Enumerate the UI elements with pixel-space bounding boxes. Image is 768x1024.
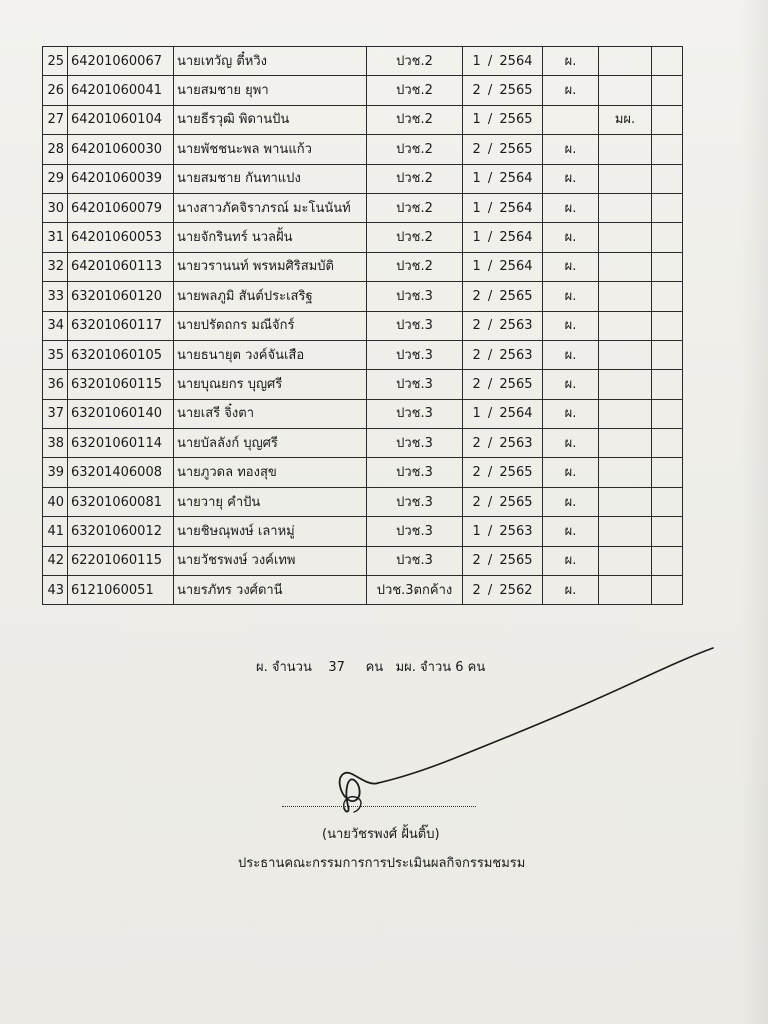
class-level-cell: ปวช.3 (367, 487, 463, 516)
class-level-cell: ปวช.3 (367, 370, 463, 399)
student-id-cell: 63201060012 (68, 517, 174, 546)
fail-mark-cell (599, 546, 652, 575)
student-name-cell: นายปรัตถกร มณีจักร์ (174, 311, 367, 340)
term-year-cell: 1 / 2564 (463, 164, 543, 193)
term-year-cell: 2 / 2563 (463, 429, 543, 458)
table-row (43, 47, 683, 76)
student-name-cell: นายธีรวุฒิ พิดานปัน (174, 105, 367, 134)
row-number-cell: 38 (43, 429, 68, 458)
row-number-cell: 26 (43, 76, 68, 105)
fail-mark-cell (599, 47, 652, 76)
term-year-cell: 1 / 2564 (463, 252, 543, 281)
student-id-cell: 63201060114 (68, 429, 174, 458)
table-row (43, 517, 683, 546)
term-year-cell: 1 / 2565 (463, 105, 543, 134)
empty-cell (652, 517, 683, 546)
fail-mark-cell (599, 399, 652, 428)
row-number-cell: 36 (43, 370, 68, 399)
pass-mark-cell: ผ. (543, 487, 599, 516)
row-number-cell: 35 (43, 340, 68, 369)
term-year-cell: 2 / 2563 (463, 340, 543, 369)
table-row (43, 429, 683, 458)
pass-mark-cell: ผ. (543, 458, 599, 487)
term-year-cell: 2 / 2563 (463, 311, 543, 340)
empty-cell (652, 487, 683, 516)
fail-mark-cell (599, 135, 652, 164)
student-name-cell: นายธนายุต วงค์จันเสือ (174, 340, 367, 369)
table-row (43, 76, 683, 105)
student-id-cell: 62201060115 (68, 546, 174, 575)
table-row (43, 458, 683, 487)
row-number-cell: 27 (43, 105, 68, 134)
empty-cell (652, 193, 683, 222)
empty-cell (652, 76, 683, 105)
empty-cell (652, 311, 683, 340)
fail-mark-cell (599, 282, 652, 311)
table-row (43, 487, 683, 516)
student-id-cell: 63201406008 (68, 458, 174, 487)
student-id-cell: 64201060053 (68, 223, 174, 252)
fail-mark-cell: มผ. (599, 105, 652, 134)
term-year-cell: 2 / 2565 (463, 546, 543, 575)
row-number-cell: 43 (43, 576, 68, 605)
table-row (43, 193, 683, 222)
signer-title: ประธานคณะกรรมการการประเมินผลกิจกรรมชมรม (238, 856, 526, 871)
student-name-cell: นายพัชชนะพล พานแก้ว (174, 135, 367, 164)
student-name-cell: นายจักรินทร์ นวลฝั้น (174, 223, 367, 252)
fail-mark-cell (599, 193, 652, 222)
row-number-cell: 25 (43, 47, 68, 76)
term-year-cell: 1 / 2563 (463, 517, 543, 546)
empty-cell (652, 47, 683, 76)
student-id-cell: 6121060051 (68, 576, 174, 605)
result-summary: ผ. จำนวน 37 คน มผ. จำวน 6 คน (256, 660, 486, 675)
empty-cell (652, 105, 683, 134)
empty-cell (652, 223, 683, 252)
table-row (43, 546, 683, 575)
empty-cell (652, 340, 683, 369)
page-edge-shadow (740, 0, 768, 1024)
pass-mark-cell: ผ. (543, 429, 599, 458)
row-number-cell: 41 (43, 517, 68, 546)
row-number-cell: 32 (43, 252, 68, 281)
class-level-cell: ปวช.3ตกค้าง (367, 576, 463, 605)
table-row (43, 282, 683, 311)
fail-mark-cell (599, 252, 652, 281)
class-level-cell: ปวช.3 (367, 517, 463, 546)
student-id-cell: 64201060067 (68, 47, 174, 76)
pass-mark-cell: ผ. (543, 76, 599, 105)
term-year-cell: 1 / 2564 (463, 193, 543, 222)
student-name-cell: นายบุณยกร บุญศรี (174, 370, 367, 399)
table-row (43, 311, 683, 340)
class-level-cell: ปวช.3 (367, 546, 463, 575)
student-name-cell: นายชิษณุพงษ์ เลาหมู่ (174, 517, 367, 546)
class-level-cell: ปวช.3 (367, 458, 463, 487)
student-name-cell: นายสมชาย ยุพา (174, 76, 367, 105)
pass-mark-cell: ผ. (543, 340, 599, 369)
student-name-cell: นายบัลลังก์ บุญศรี (174, 429, 367, 458)
pass-mark-cell: ผ. (543, 282, 599, 311)
student-name-cell: นายวัชรพงษ์ วงค์เทพ (174, 546, 367, 575)
student-id-cell: 64201060041 (68, 76, 174, 105)
empty-cell (652, 135, 683, 164)
pass-mark-cell: ผ. (543, 546, 599, 575)
class-level-cell: ปวช.2 (367, 252, 463, 281)
student-name-cell: นายภูวดล ทองสุข (174, 458, 367, 487)
term-year-cell: 1 / 2564 (463, 47, 543, 76)
class-level-cell: ปวช.3 (367, 282, 463, 311)
row-number-cell: 34 (43, 311, 68, 340)
table-body (43, 47, 683, 605)
empty-cell (652, 399, 683, 428)
row-number-cell: 42 (43, 546, 68, 575)
pass-mark-cell: ผ. (543, 47, 599, 76)
student-name-cell: นายรภัทร วงศ์ดานี (174, 576, 367, 605)
handwritten-signature (260, 640, 730, 820)
pass-mark-cell: ผ. (543, 576, 599, 605)
empty-cell (652, 576, 683, 605)
row-number-cell: 33 (43, 282, 68, 311)
row-number-cell: 28 (43, 135, 68, 164)
empty-cell (652, 252, 683, 281)
class-level-cell: ปวช.2 (367, 105, 463, 134)
term-year-cell: 2 / 2565 (463, 458, 543, 487)
fail-mark-cell (599, 458, 652, 487)
pass-mark-cell: ผ. (543, 135, 599, 164)
table-row (43, 576, 683, 605)
fail-mark-cell (599, 340, 652, 369)
student-id-cell: 63201060115 (68, 370, 174, 399)
class-level-cell: ปวช.2 (367, 164, 463, 193)
student-id-cell: 63201060140 (68, 399, 174, 428)
student-name-cell: นายวรานนท์ พรหมศิริสมบัติ (174, 252, 367, 281)
student-id-cell: 64201060039 (68, 164, 174, 193)
term-year-cell: 1 / 2564 (463, 223, 543, 252)
pass-mark-cell: ผ. (543, 223, 599, 252)
student-id-cell: 64201060030 (68, 135, 174, 164)
empty-cell (652, 458, 683, 487)
table-row (43, 164, 683, 193)
pass-mark-cell: ผ. (543, 164, 599, 193)
student-name-cell: นายเสรี จิ๋งตา (174, 399, 367, 428)
row-number-cell: 40 (43, 487, 68, 516)
student-id-cell: 64201060079 (68, 193, 174, 222)
signer-name: (นายวัชรพงศ์ ฝั้นติ๊บ) (322, 827, 440, 842)
class-level-cell: ปวช.2 (367, 135, 463, 164)
class-level-cell: ปวช.3 (367, 429, 463, 458)
row-number-cell: 29 (43, 164, 68, 193)
fail-mark-cell (599, 487, 652, 516)
class-level-cell: ปวช.2 (367, 223, 463, 252)
term-year-cell: 2 / 2565 (463, 76, 543, 105)
fail-mark-cell (599, 517, 652, 546)
student-id-cell: 63201060117 (68, 311, 174, 340)
student-id-cell: 63201060081 (68, 487, 174, 516)
term-year-cell: 1 / 2564 (463, 399, 543, 428)
pass-mark-cell (543, 105, 599, 134)
student-id-cell: 63201060105 (68, 340, 174, 369)
class-level-cell: ปวช.3 (367, 399, 463, 428)
pass-mark-cell: ผ. (543, 370, 599, 399)
class-level-cell: ปวช.2 (367, 47, 463, 76)
table-row (43, 135, 683, 164)
class-level-cell: ปวช.3 (367, 340, 463, 369)
student-name-cell: นายวายุ คำปัน (174, 487, 367, 516)
fail-mark-cell (599, 311, 652, 340)
table-row (43, 252, 683, 281)
fail-mark-cell (599, 223, 652, 252)
signature-line (282, 806, 476, 807)
fail-mark-cell (599, 576, 652, 605)
row-number-cell: 37 (43, 399, 68, 428)
empty-cell (652, 164, 683, 193)
fail-mark-cell (599, 429, 652, 458)
table-row (43, 105, 683, 134)
term-year-cell: 2 / 2565 (463, 370, 543, 399)
fail-mark-cell (599, 370, 652, 399)
student-name-cell: นางสาวภัคจิราภรณ์ มะโนนันท์ (174, 193, 367, 222)
row-number-cell: 31 (43, 223, 68, 252)
table-row (43, 223, 683, 252)
student-activity-table (42, 46, 683, 605)
row-number-cell: 30 (43, 193, 68, 222)
term-year-cell: 2 / 2565 (463, 487, 543, 516)
term-year-cell: 2 / 2565 (463, 282, 543, 311)
student-id-cell: 64201060113 (68, 252, 174, 281)
empty-cell (652, 282, 683, 311)
pass-mark-cell: ผ. (543, 399, 599, 428)
student-id-cell: 64201060104 (68, 105, 174, 134)
fail-mark-cell (599, 76, 652, 105)
fail-mark-cell (599, 164, 652, 193)
table-row (43, 340, 683, 369)
class-level-cell: ปวช.2 (367, 76, 463, 105)
term-year-cell: 2 / 2562 (463, 576, 543, 605)
class-level-cell: ปวช.3 (367, 311, 463, 340)
student-name-cell: นายเทวัญ ตี๋หวิง (174, 47, 367, 76)
empty-cell (652, 546, 683, 575)
pass-mark-cell: ผ. (543, 311, 599, 340)
class-level-cell: ปวช.2 (367, 193, 463, 222)
table-row (43, 399, 683, 428)
student-name-cell: นายพลภูมิ สันต์ประเสริฐ (174, 282, 367, 311)
row-number-cell: 39 (43, 458, 68, 487)
pass-mark-cell: ผ. (543, 193, 599, 222)
student-name-cell: นายสมชาย กันทาแปง (174, 164, 367, 193)
term-year-cell: 2 / 2565 (463, 135, 543, 164)
empty-cell (652, 370, 683, 399)
student-id-cell: 63201060120 (68, 282, 174, 311)
table-row (43, 370, 683, 399)
pass-mark-cell: ผ. (543, 252, 599, 281)
pass-mark-cell: ผ. (543, 517, 599, 546)
empty-cell (652, 429, 683, 458)
